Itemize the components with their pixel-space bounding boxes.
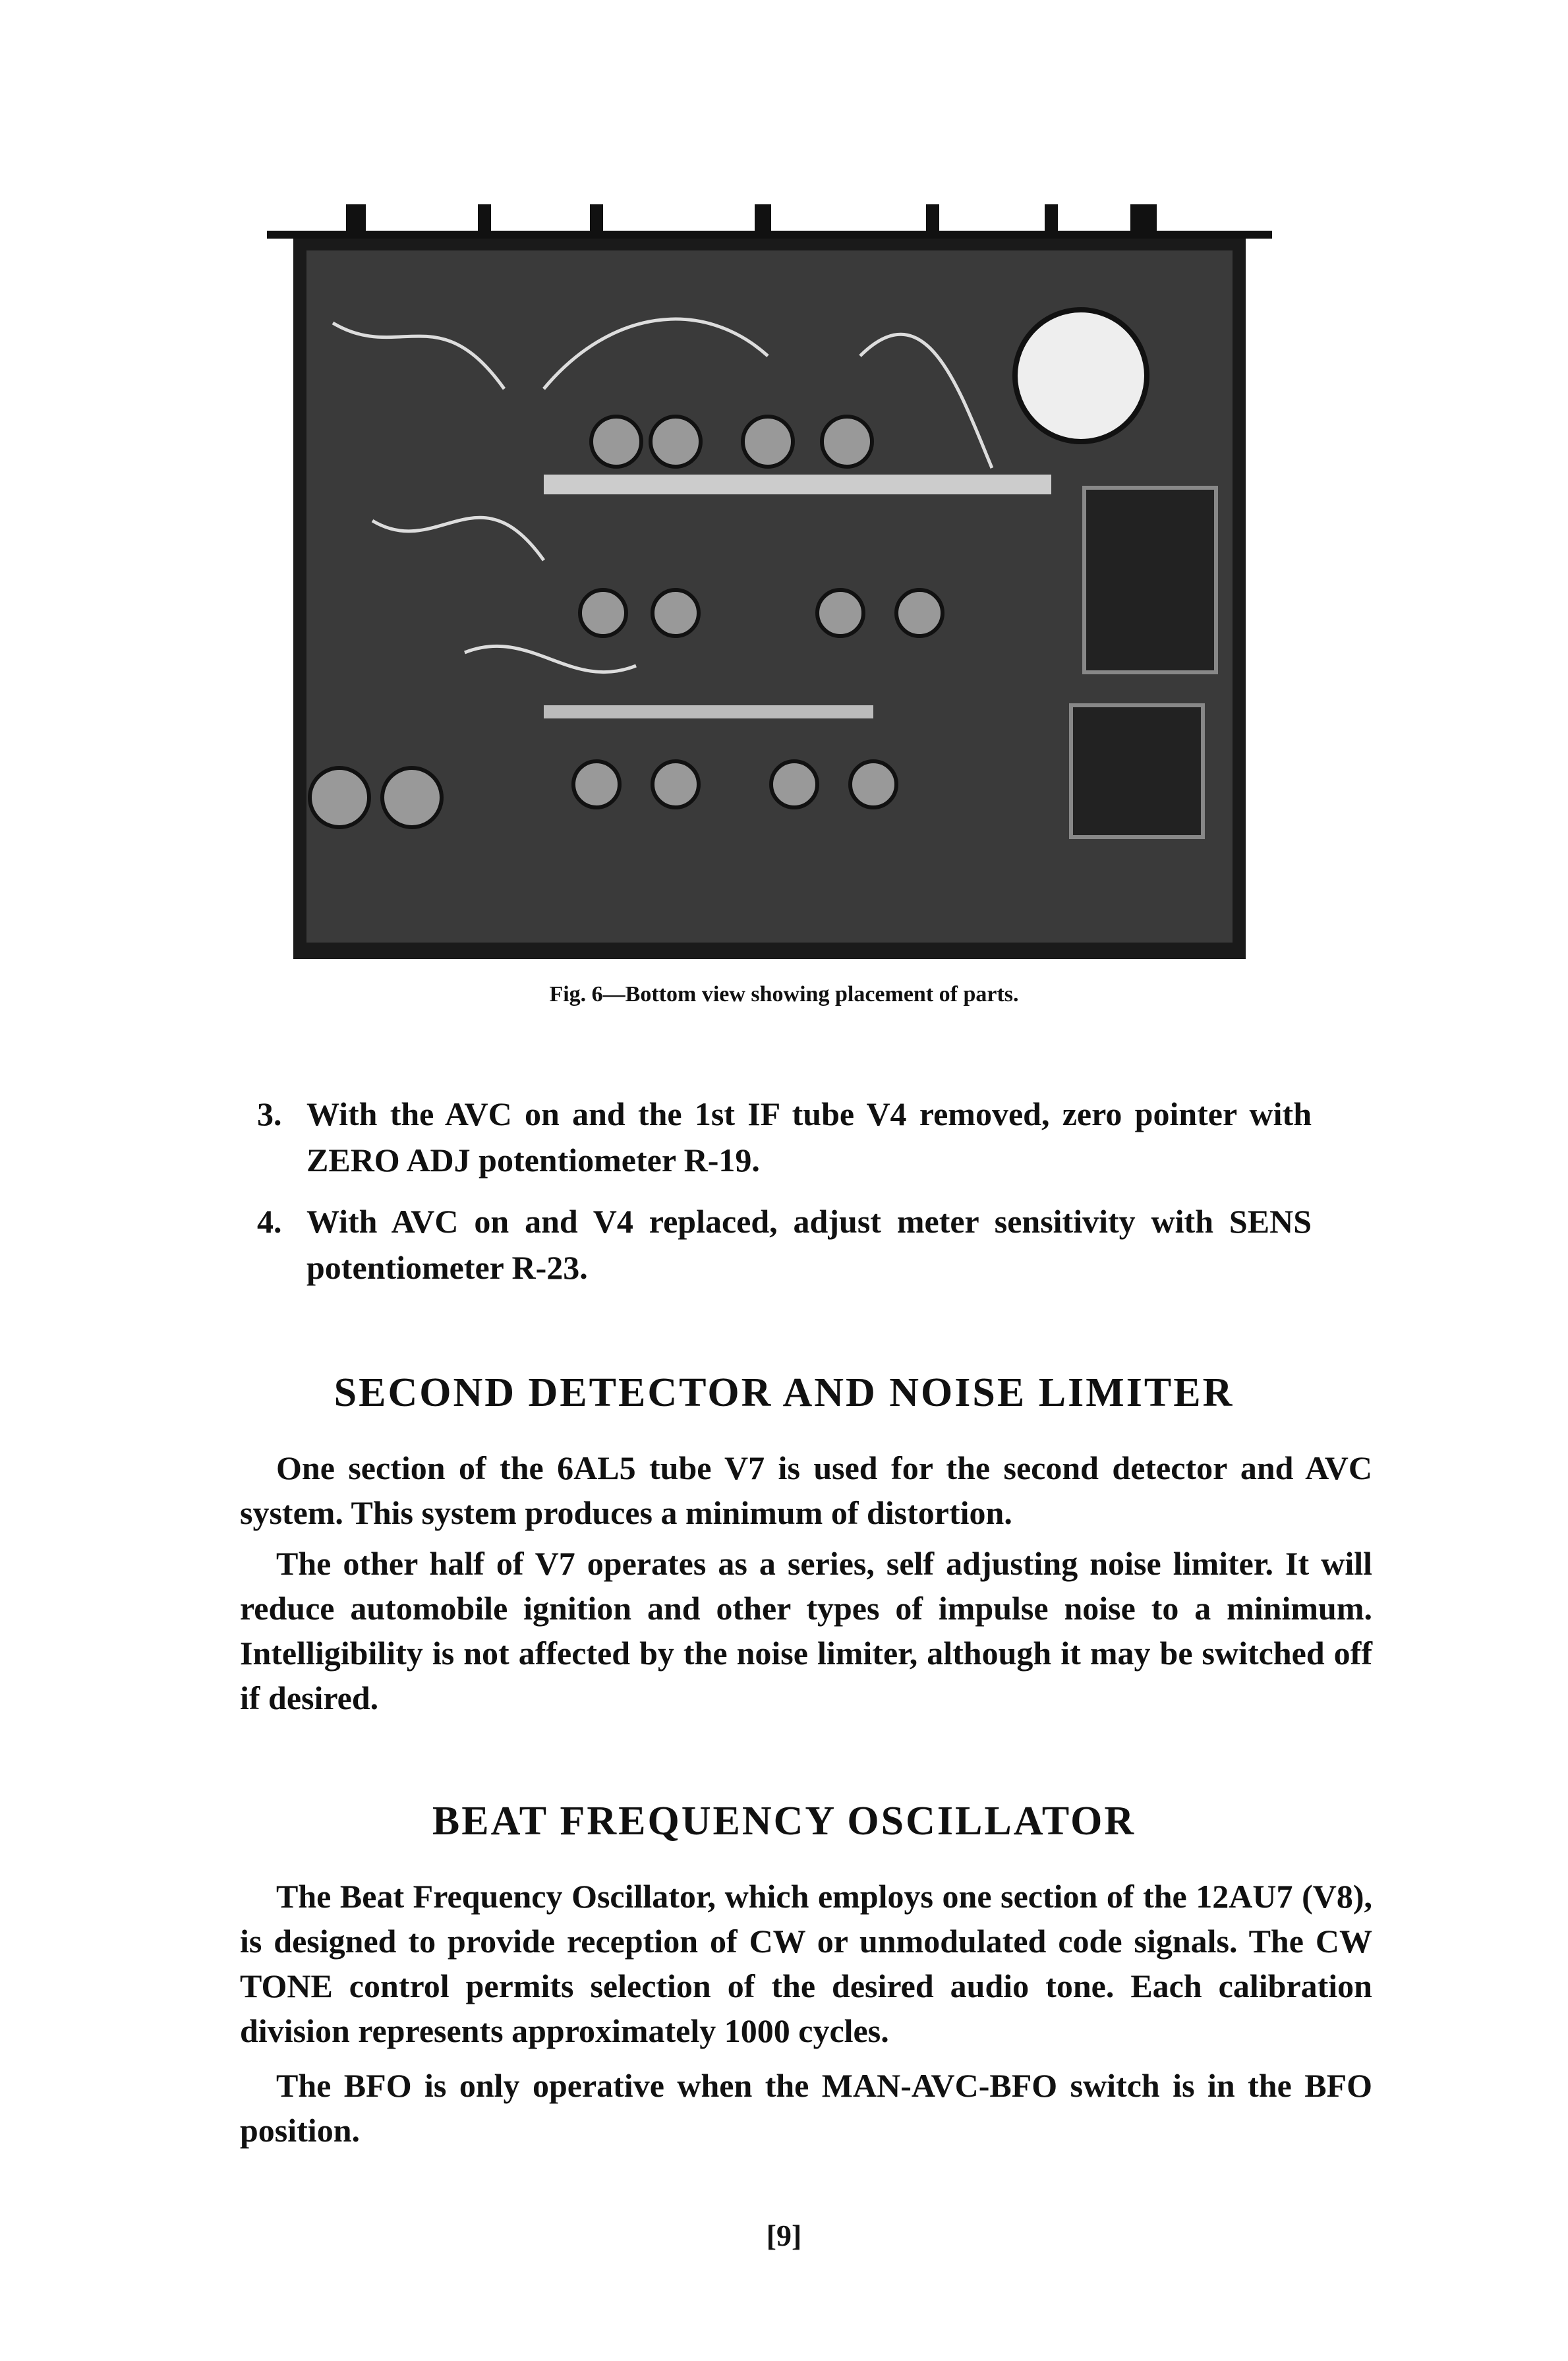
paragraph: [240, 1541, 1372, 1720]
list-item-number: 3.: [257, 1095, 282, 1132]
list-item-text: With AVC on and V4 replaced, adjust meter sensitivity with SENS potentiometer R-23.: [306, 1203, 1312, 1286]
list-item-text: With the AVC on and the 1st IF tube V4 removed, zero pointer with ZERO ADJ potentiometer R-19.: [306, 1095, 1312, 1179]
paragraph-text: The other half of V7 operates as a series, self adjusting noise limiter. It will reduce automobile ignition and other types of impulse noise to a minimum. Intelligibility is not affected by the noise limiter, although it may be switched off if desired.: [240, 1545, 1372, 1716]
paragraph-text: One section of the 6AL5 tube V7 is used for the second detector and AVC system. This system produces a minimum of distortion.: [240, 1449, 1372, 1531]
paragraph: [240, 1874, 1372, 2053]
list-item-number: 4.: [257, 1203, 282, 1240]
paragraph: [240, 2063, 1372, 2153]
section-heading: BEAT FREQUENCY OSCILLATOR: [432, 1799, 1136, 1844]
chassis-bottom-view-photo: [267, 191, 1272, 959]
figure-caption: Fig. 6—Bottom view showing placement of parts.: [549, 982, 1019, 1006]
paragraph-text: The BFO is only operative when the MAN-AVC-BFO switch is in the BFO position.: [240, 2067, 1372, 2149]
paragraph-text: The Beat Frequency Oscillator, which employs one section of the 12AU7 (V8), is designed to provide reception of CW or unmodulated code signals. The CW TONE control permits selection of the desired audio tone. Each calibration division represents approximately 1000 cycles.: [240, 1878, 1372, 2049]
list-item: [257, 1091, 1312, 1183]
page-number: [9]: [766, 2219, 802, 2252]
section-heading: SECOND DETECTOR AND NOISE LIMITER: [334, 1370, 1234, 1415]
paragraph: [240, 1445, 1372, 1535]
list-item: [257, 1198, 1312, 1291]
